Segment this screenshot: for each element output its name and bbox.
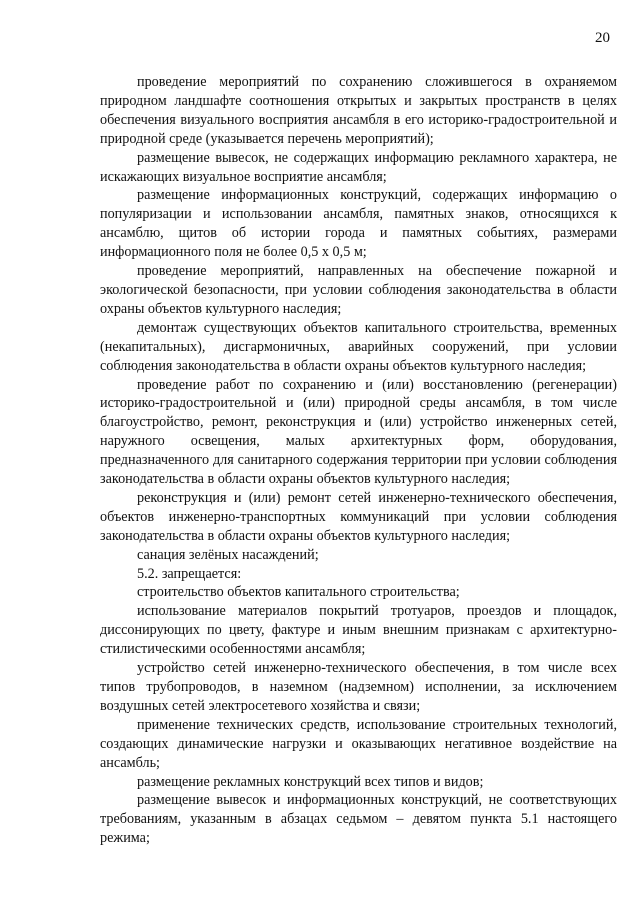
paragraph: применение технических средств, использование строительных технологий, создающих динамические нагрузки и оказывающих негативное воздействие на ансамбль; — [100, 716, 617, 771]
paragraph: использование материалов покрытий тротуаров, проездов и площадок, диссонирующих по цвету, фактуре и иным внешним признакам с архитектурно-стилистическими особенностями ансамбля; — [100, 603, 617, 658]
paragraph: реконструкция и (или) ремонт сетей инженерно-технического обеспечения, объектов инженерно-транспортных коммуникаций при условии соблюдения законодательства в области охраны объектов культурного наследия; — [100, 489, 617, 544]
paragraph: проведение мероприятий, направленных на обеспечение пожарной и экологической безопасности, при условии соблюдения законодательства в области охраны объектов культурного наследия; — [100, 263, 617, 317]
section-heading: 5.2. запрещается: — [137, 565, 242, 582]
paragraph: размещение рекламных конструкций всех типов и видов; — [137, 773, 484, 790]
paragraph: строительство объектов капитального строительства; — [137, 584, 460, 601]
paragraph: устройство сетей инженерно-технического обеспечения, в том числе всех типов трубопроводов, в наземном (надземном) исполнении, за исключением воздушных сетей электросетевого хозяйства и связи; — [100, 660, 617, 714]
paragraph: санация зелёных насаждений; — [137, 546, 319, 563]
page-number: 20 — [595, 30, 610, 46]
document-body — [100, 73, 617, 848]
paragraph: демонтаж существующих объектов капитального строительства, временных (некапитальных), дисгармоничных, аварийных сооружений, при условии соблюдения законодательства в области охраны объектов культурного наследия; — [100, 319, 617, 374]
paragraph: проведение мероприятий по сохранению сложившегося в охраняемом природном ландшафте соотношения открытых и закрытых пространств в целях обеспечения визуального восприятия ансамбля в его историко-градостроительной и природной среде (указывается перечень мероприятий); — [100, 74, 617, 147]
paragraph: размещение вывесок, не содержащих информацию рекламного характера, не искажающих визуальное восприятие ансамбля; — [100, 149, 617, 185]
paragraph: проведение работ по сохранению и (или) восстановлению (регенерации) историко-градостроительной и (или) природной среды ансамбля, в том числе благоустройство, ремонт, реконструкция и (или) устройство инженерных сетей, наружного освещения, малых архитектурных форм, оборудования, предназначенного для санитарного содержания территории при условии соблюдения законодательства в области охраны объектов культурного наследия; — [100, 376, 617, 488]
paragraph: размещение информационных конструкций, содержащих информацию о популяризации и использовании ансамбля, памятных знаков, относящихся к ансамблю, щитов об истории города и памятных событиях, размерами информационного поля не более 0,5 x 0,5 м; — [100, 187, 617, 261]
paragraph: размещение вывесок и информационных конструкций, не соответствующих требованиям, указанным в абзацах седьмом – девятом пункта 5.1 настоящего режима; — [100, 792, 617, 847]
